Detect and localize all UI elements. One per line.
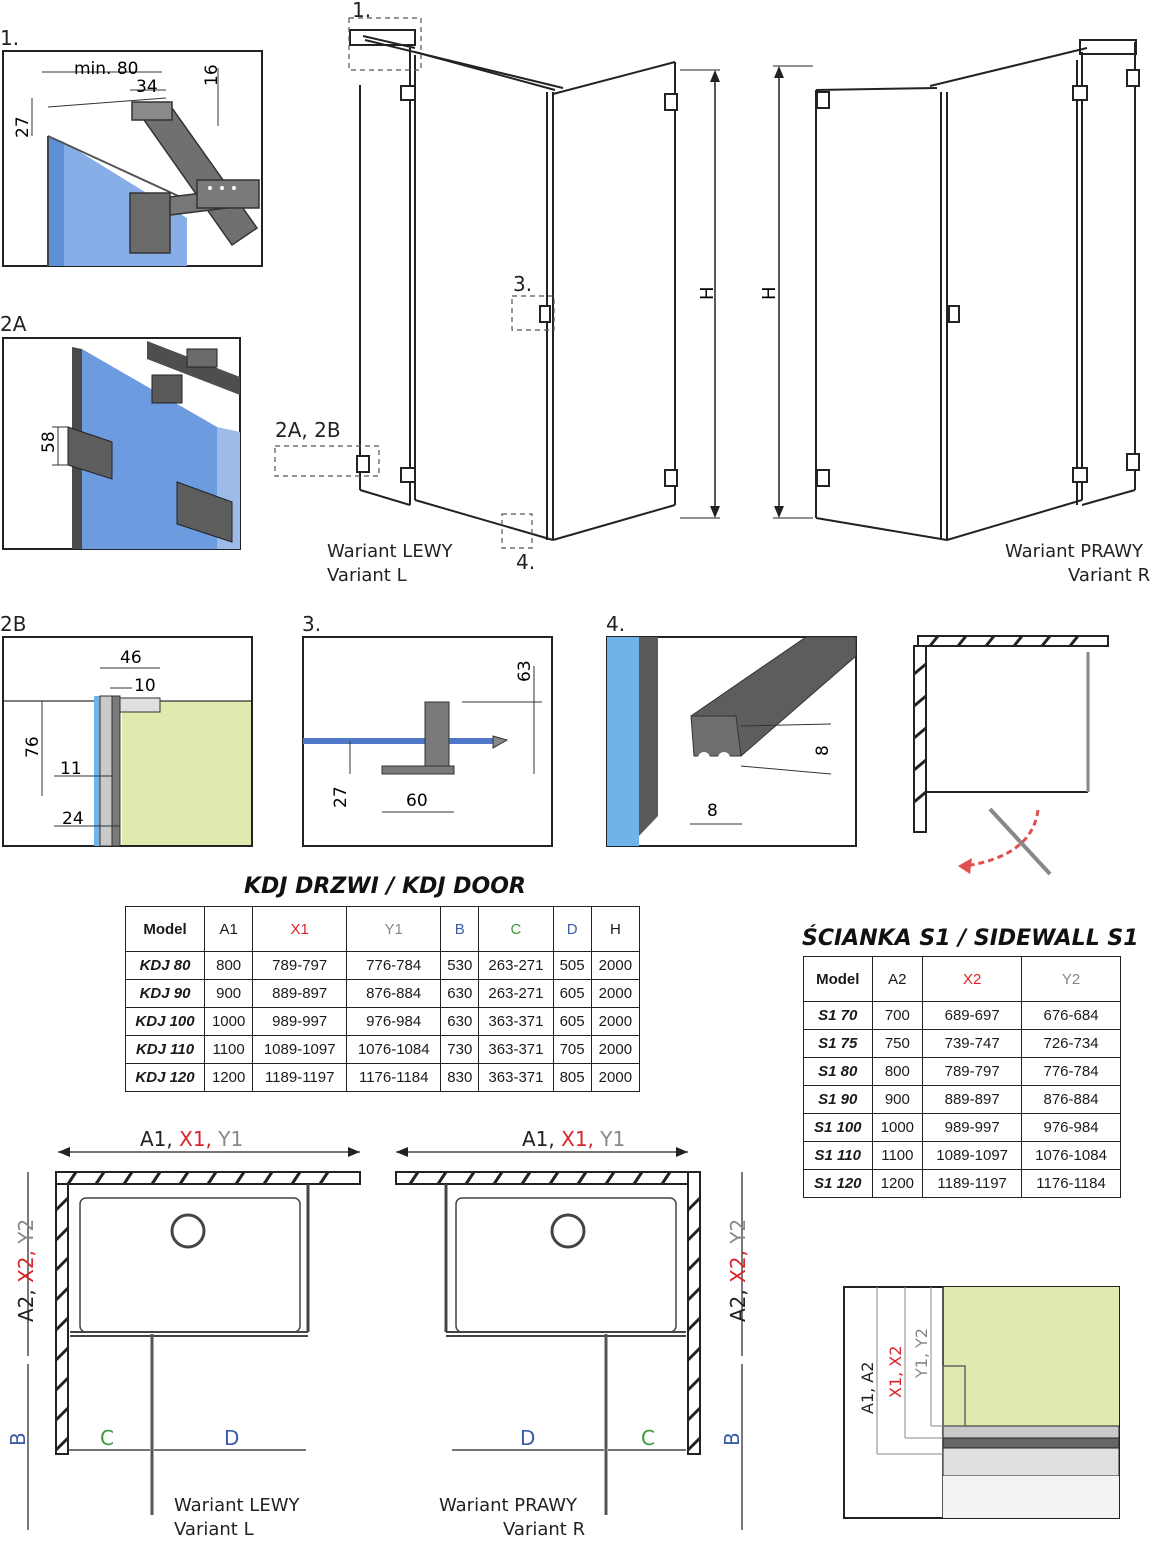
model-cell: KDJ 100: [126, 1008, 205, 1036]
column-header: D: [553, 907, 591, 952]
label-x1: X1,: [561, 1127, 594, 1151]
detail-1-drawing: [2, 50, 264, 268]
variant-left-pl: Wariant LEWY: [327, 541, 453, 562]
section-label-x: X1, X2: [886, 1345, 905, 1398]
plan-left-side-label: [14, 1219, 38, 1322]
table-cell: 2000: [591, 1064, 639, 1092]
table-cell: 789-797: [253, 952, 347, 980]
model-cell: S1 80: [804, 1058, 873, 1086]
table-cell: 2000: [591, 980, 639, 1008]
model-cell: KDJ 120: [126, 1064, 205, 1092]
table-row: [126, 1064, 640, 1092]
callout-2: 2A, 2B: [275, 418, 341, 442]
model-cell: S1 90: [804, 1086, 873, 1114]
model-cell: KDJ 110: [126, 1036, 205, 1064]
table-cell: 505: [553, 952, 591, 980]
swing-arrow: [965, 810, 1038, 866]
model-cell: S1 100: [804, 1114, 873, 1142]
table-cell: 630: [441, 1008, 479, 1036]
table-cell: 900: [205, 980, 253, 1008]
table-cell: 605: [553, 1008, 591, 1036]
variant-right-pl: Wariant PRAWY: [1005, 541, 1144, 562]
dim-min80: min. 80: [74, 59, 139, 79]
table-cell: 976-984: [1022, 1114, 1121, 1142]
column-header: B: [441, 907, 479, 952]
dim-60: 60: [406, 791, 428, 811]
dim-8-width: 8: [707, 801, 718, 821]
dim-63: 63: [515, 660, 535, 682]
table-row: [126, 1008, 640, 1036]
column-header: Model: [804, 957, 873, 1002]
plan-views: [0, 1120, 760, 1538]
table-cell: 889-897: [253, 980, 347, 1008]
table-cell: 689-697: [923, 1002, 1022, 1030]
column-header: H: [591, 907, 639, 952]
table-cell: 2000: [591, 952, 639, 980]
table-cell: 1089-1097: [923, 1142, 1022, 1170]
dim-8-height: 8: [813, 745, 833, 756]
dim-16: 16: [202, 64, 222, 86]
section-label-y: Y1, Y2: [912, 1327, 931, 1378]
table-cell: 2000: [591, 1008, 639, 1036]
wall-section: [943, 1287, 1119, 1435]
callout-3: 3.: [513, 272, 533, 296]
table-cell: 976-984: [347, 1008, 441, 1036]
table-cell: 989-997: [923, 1114, 1022, 1142]
table-cell: 776-784: [1022, 1058, 1121, 1086]
column-header: Model: [126, 907, 205, 952]
table-cell: 776-784: [347, 952, 441, 980]
glass-panel: [94, 696, 100, 846]
plan-variant-left-pl: Wariant LEWY: [174, 1495, 300, 1516]
table-cell: 1200: [872, 1170, 923, 1198]
label-a2: A2,: [726, 1289, 750, 1322]
label-a1: A1,: [140, 1127, 173, 1151]
label-d-right: D: [520, 1426, 536, 1450]
table-cell: 363-371: [479, 1008, 553, 1036]
plan-right-side-label: [726, 1219, 750, 1322]
swing-diagram: [910, 634, 1115, 894]
enclosure-3d-views: [265, 0, 1156, 560]
detail-2b-label: 2B: [0, 612, 27, 636]
column-header: X1: [253, 907, 347, 952]
column-header: A1: [205, 907, 253, 952]
dim-46: 46: [120, 648, 142, 668]
table-cell: 1089-1097: [253, 1036, 347, 1064]
table-cell: 739-747: [923, 1030, 1022, 1058]
glass-clamp: [130, 193, 170, 253]
label-y1: Y1: [600, 1127, 626, 1151]
dim-10: 10: [134, 676, 156, 696]
table-row: [804, 1114, 1121, 1142]
sidewall-table-title: ŚCIANKA S1 / SIDEWALL S1: [802, 926, 1139, 951]
glass-panel: [48, 136, 64, 266]
dim-34: 34: [136, 77, 158, 97]
table-cell: 830: [441, 1064, 479, 1092]
model-cell: KDJ 80: [126, 952, 205, 980]
table-cell: 1100: [872, 1142, 923, 1170]
label-c-left: C: [100, 1426, 114, 1450]
table-cell: 530: [441, 952, 479, 980]
door-leaf: [990, 809, 1050, 874]
table-row: [126, 980, 640, 1008]
table-cell: 1076-1084: [1022, 1142, 1121, 1170]
variant-right-en: Variant R: [1068, 565, 1151, 586]
plan-variant-right-pl: Wariant PRAWY: [439, 1495, 578, 1516]
table-cell: 1176-1184: [1022, 1170, 1121, 1198]
table-cell: 876-884: [1022, 1086, 1121, 1114]
enclosure-right: [816, 42, 1135, 540]
door-table: [125, 906, 640, 1092]
dim-76: 76: [23, 736, 43, 758]
table-row: [804, 1030, 1121, 1058]
model-cell: S1 70: [804, 1002, 873, 1030]
glass-panel: [607, 637, 639, 846]
table-cell: 805: [553, 1064, 591, 1092]
dim-27: 27: [13, 116, 33, 138]
table-cell: 263-271: [479, 952, 553, 980]
column-header: C: [479, 907, 553, 952]
table-cell: 1000: [872, 1114, 923, 1142]
column-header: A2: [872, 957, 923, 1002]
table-cell: 800: [872, 1058, 923, 1086]
label-b-right: B: [720, 1432, 744, 1446]
table-cell: 989-997: [253, 1008, 347, 1036]
table-row: [804, 1002, 1121, 1030]
detail-2b-drawing: [2, 636, 254, 848]
height-label-left: H: [697, 286, 718, 300]
table-cell: 363-371: [479, 1036, 553, 1064]
table-cell: 750: [872, 1030, 923, 1058]
callout-box-4: [502, 514, 532, 548]
table-cell: 605: [553, 980, 591, 1008]
table-cell: 1189-1197: [253, 1064, 347, 1092]
table-cell: 2000: [591, 1036, 639, 1064]
door-table-header: [126, 907, 640, 952]
label-x2: X2,: [726, 1250, 750, 1283]
table-cell: 726-734: [1022, 1030, 1121, 1058]
variant-left-en: Variant L: [327, 565, 407, 586]
table-cell: 800: [205, 952, 253, 980]
table-cell: 1176-1184: [347, 1064, 441, 1092]
door-handle: [425, 702, 449, 766]
label-a1: A1,: [522, 1127, 555, 1151]
table-cell: 789-797: [923, 1058, 1022, 1086]
detail-4-label: 4.: [606, 612, 626, 636]
table-cell: 700: [872, 1002, 923, 1030]
section-label-a: A1, A2: [858, 1361, 877, 1414]
table-cell: 1200: [205, 1064, 253, 1092]
height-label-right: H: [759, 286, 780, 300]
label-x1: X1,: [179, 1127, 212, 1151]
dim-58: 58: [39, 431, 59, 453]
model-cell: S1 75: [804, 1030, 873, 1058]
model-cell: KDJ 90: [126, 980, 205, 1008]
detail-2a-label: 2A: [0, 312, 27, 336]
label-y2: Y2: [14, 1218, 38, 1244]
model-cell: S1 110: [804, 1142, 873, 1170]
table-cell: 1076-1084: [347, 1036, 441, 1064]
door-table-title: KDJ DRZWI / KDJ DOOR: [244, 874, 526, 899]
table-cell: 876-884: [347, 980, 441, 1008]
detail-1-label: 1.: [0, 26, 20, 50]
table-row: [804, 1058, 1121, 1086]
plan-right-top-label: [522, 1127, 625, 1151]
table-cell: 705: [553, 1036, 591, 1064]
callout-1: 1.: [352, 0, 372, 22]
table-cell: 1189-1197: [923, 1170, 1022, 1198]
detail-2a-drawing: [2, 337, 242, 550]
drain: [172, 1215, 204, 1247]
label-a2: A2,: [14, 1289, 38, 1322]
plan-variant-right-en: Variant R: [503, 1519, 586, 1540]
plan-left-top-label: [140, 1127, 243, 1151]
plan-variant-left-en: Variant L: [174, 1519, 254, 1540]
sidewall-table-header: [804, 957, 1121, 1002]
table-cell: 630: [441, 980, 479, 1008]
detail-3-drawing: [302, 636, 554, 848]
table-cell: 1000: [205, 1008, 253, 1036]
table-cell: 263-271: [479, 980, 553, 1008]
drain: [552, 1215, 584, 1247]
table-cell: 363-371: [479, 1064, 553, 1092]
column-header: Y1: [347, 907, 441, 952]
dim-11: 11: [60, 759, 82, 779]
column-header: Y2: [1022, 957, 1121, 1002]
label-x2: X2,: [14, 1250, 38, 1283]
detail-4-drawing: [606, 636, 858, 848]
table-row: [804, 1170, 1121, 1198]
detail-3-label: 3.: [302, 612, 322, 636]
dim-27: 27: [331, 786, 351, 808]
label-d-left: D: [224, 1426, 240, 1450]
table-cell: 676-684: [1022, 1002, 1121, 1030]
glass-edge: [303, 738, 493, 744]
wall-section: [122, 701, 251, 845]
table-cell: 730: [441, 1036, 479, 1064]
column-header: X2: [923, 957, 1022, 1002]
sidewall-table: [803, 956, 1121, 1198]
table-row: [804, 1142, 1121, 1170]
label-y1: Y1: [218, 1127, 244, 1151]
callout-4: 4.: [516, 550, 536, 574]
section-detail: [843, 1286, 1121, 1520]
label-b-left: B: [6, 1432, 30, 1446]
model-cell: S1 120: [804, 1170, 873, 1198]
table-row: [126, 1036, 640, 1064]
table-cell: 1100: [205, 1036, 253, 1064]
table-row: [804, 1086, 1121, 1114]
table-cell: 889-897: [923, 1086, 1022, 1114]
label-c-right: C: [641, 1426, 655, 1450]
table-cell: 900: [872, 1086, 923, 1114]
wall-bracket: [132, 102, 172, 120]
label-y2: Y2: [726, 1218, 750, 1244]
dim-24: 24: [62, 809, 84, 829]
table-row: [126, 952, 640, 980]
